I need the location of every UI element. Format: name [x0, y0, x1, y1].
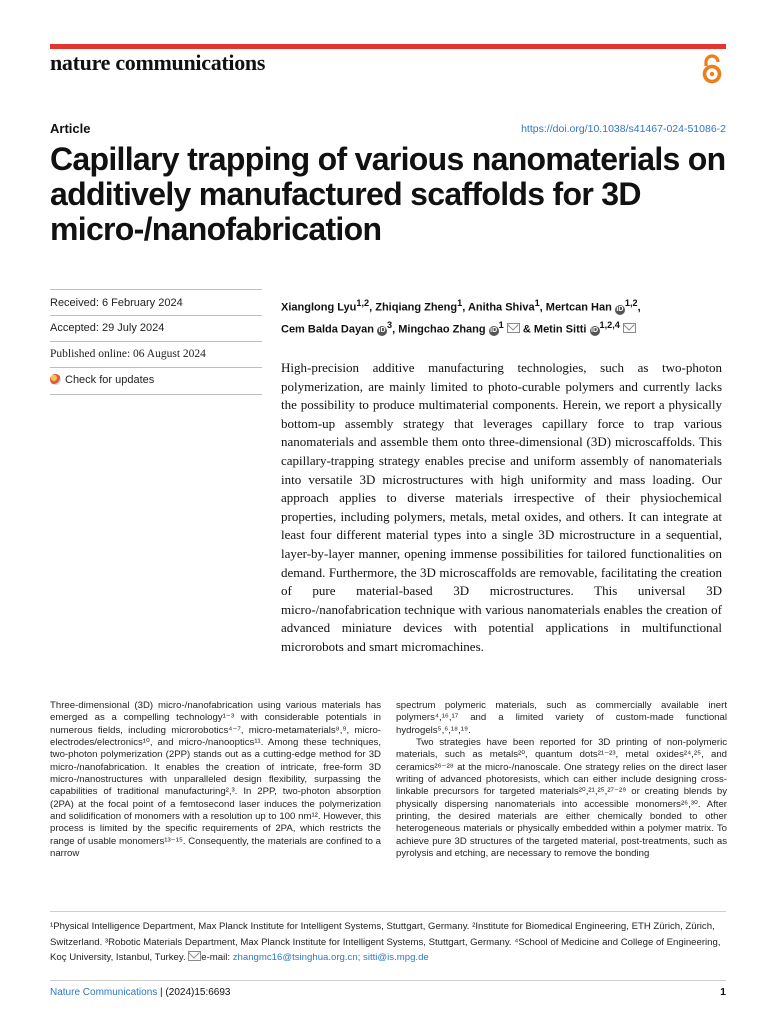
divider: [50, 394, 262, 395]
body-text-left-column: Three-dimensional (3D) micro-/nanofabrication using various materials has emerged as a compelling technology¹⁻³ with considerable potentials in numerous fields, including microrobotics⁴⁻⁷, micro-metamaterials⁸,⁹, micro-electrodes/electronics¹⁰, and micro-/nanooptics¹¹. Among these techniques, two-photon polymerization (2PP) stands out as a cutting-edge method for 3D micro-/nanofabrication. It enables the creation of intricate, free-form 3D micro-/nanostructures with unparalleled design flexibility, surpassing the capabilities of traditional manufacturing²,³. In 2PP, two-photon absorption (2PA) at the focal point of a femtosecond laser induces the polymerization and solidification of monomers with a resolution up to 100 nm¹². However, this process is limited by the specific requirements of 2PA, which restricts the range of usable monomers¹³⁻¹⁵. Consequently, the materials are confined to a narrow: [50, 700, 381, 860]
divider: [50, 341, 262, 342]
author-name[interactable]: Zhiqiang Zheng: [375, 301, 458, 314]
author-affiliation: 1,2,4: [599, 319, 620, 330]
check-for-updates-button[interactable]: [50, 374, 262, 386]
author-affiliation: 3: [387, 319, 393, 330]
author-line: Xianglong Lyu$^{1,2}$, Zhiqiang Zheng$^1$, Anitha Shiva$^1$, Mertcan Han iD$^{1,2}$,: [281, 298, 641, 314]
footer-journal-link[interactable]: Nature Communications: [50, 987, 158, 998]
author-name[interactable]: Mertcan Han: [545, 301, 612, 314]
email-links[interactable]: zhangmc16@tsinghua.org.cn; sitti@is.mpg.de: [232, 952, 429, 963]
footnote-divider: [50, 911, 726, 912]
footer-divider: [50, 980, 726, 981]
mail-icon[interactable]: [623, 323, 636, 333]
author-affiliation: 1: [498, 319, 504, 330]
abstract: High-precision additive manufacturing technologies, such as two-photon polymerization, are mainly limited to photo-curable polymers and currently lacks the possibility to produce multimaterial components. Herein, we report a physically bottom-up assembly strategy that leverages capillary force to trap various nanomaterials and assemble them onto three-dimensional (3D) microscaffolds. This capillary-trapping strategy enables precise and uniform assembly of nanomaterials into versatile 3D microstructures with high uniformity and mass loading. Our approach applies to diverse materials irrespective of their physiochemical properties, including polymers, metals, metal oxides, and others. It can integrate at least four different material types into a single 3D microstructure in a sequential, layer-by-layer manner, opening immense possibilities for tailored functionalities on demand. Furthermore, the 3D microscaffolds are removable, facilitating the creation of pure material-based 3D microstructures. This universal 3D micro-/nanofabrication technique with various nanomaterials enables the creation of advanced miniature devices with potential applications in multifunctional microrobots and smart micromachines.: [281, 360, 722, 654]
orcid-icon[interactable]: iD: [378, 327, 386, 335]
affiliations-text: ¹Physical Intelligence Department, Max Planck Institute for Intelligent Systems, Stuttgart, Germany. ²Institute for Biomedical Engineering, ETH Zürich, Zürich, Switzerland. ³Robotic Materials Department, Max Planck Institute for Intelligent Systems, Stuttgart, Germany. ⁴School of Medicine and College of Engineering, Koç University, Istanbul, Turkey.: [50, 921, 721, 963]
author-affiliation: 1,2: [356, 298, 370, 308]
author-name[interactable]: Mingchao Zhang: [398, 323, 486, 336]
body-paragraph: Two strategies have been reported for 3D printing of non-polymeric materials, such as metals²⁰, quantum dots²¹⁻²³, metal oxides²⁴,²⁵, and ceramics²⁶⁻²⁸ at the micro-/nanoscale. One strategy relies on the direct laser writing of advanced photoresists, which can either include designing cross-linkable precursors for targeted materials²⁰,²¹,²⁵,²⁷⁻²⁹ or creating blends by physically dispersing nanomaterials into accessible monomers²⁶,³⁰. After printing, the desired materials are either chemically bonded to other heterogeneous materials or physically embedded within a polymer matrix. To achieve pure 3D structures of the targeted material, post-treatments, such as pyrolysis and etching, are necessary to remove the bonding: [396, 737, 727, 860]
body-text-right-column: [396, 700, 727, 860]
author-conjunction: &: [522, 323, 531, 336]
orcid-icon[interactable]: iD: [591, 327, 599, 335]
check-updates-label: Check for updates: [65, 374, 155, 386]
author-affiliation: 1: [534, 298, 540, 308]
footer-citation: [50, 987, 230, 998]
author-affiliation: 1,2: [624, 298, 638, 308]
author-name[interactable]: Anitha Shiva: [467, 301, 535, 314]
article-type-label: Article: [50, 121, 91, 136]
author-name[interactable]: Metin Sitti: [533, 323, 587, 336]
check-updates-icon: [50, 374, 61, 385]
divider: [50, 315, 262, 316]
author-name[interactable]: Cem Balda Dayan: [281, 323, 374, 336]
mail-icon[interactable]: [507, 323, 520, 333]
page-number: 1: [720, 986, 726, 998]
received-date: Received: 6 February 2024: [50, 297, 183, 309]
author-affiliation: 1: [457, 298, 463, 308]
journal-name[interactable]: nature communications: [50, 50, 266, 75]
doi-link[interactable]: https://doi.org/10.1038/s41467-024-51086-2: [521, 123, 726, 135]
author-name[interactable]: Xianglong Lyu: [281, 301, 357, 314]
body-paragraph: spectrum polymeric materials, such as commercially available inert polymers⁴,¹⁶,¹⁷ and a limited variety of custom-made functional hydrogels⁵,⁶,¹⁸,¹⁹.: [396, 700, 727, 736]
affiliations-footnote: [50, 919, 726, 966]
orcid-icon[interactable]: iD: [616, 305, 624, 313]
author-line: Cem Balda Dayan $iD^3$, Mingchao Zhang $iD^1$ & Metin Sitti iD$^{1,2,4}$: [281, 317, 721, 339]
mail-icon: [188, 951, 201, 961]
accepted-date: Accepted: 29 July 2024: [50, 322, 165, 334]
open-access-icon[interactable]: [700, 53, 724, 85]
footer-citation-text: | (2024)15:6693: [160, 987, 231, 998]
published-date: Published online: 06 August 2024: [50, 348, 206, 360]
divider: [50, 367, 262, 368]
orcid-icon[interactable]: iD: [490, 327, 498, 335]
author-list: [281, 295, 721, 338]
header-accent-bar: [50, 44, 726, 49]
email-label: e-mail:: [201, 952, 231, 963]
article-title: Capillary trapping of various nanomaterials on additively manufactured scaffolds for 3D micro-/nanofabrication: [50, 141, 726, 247]
divider: [50, 289, 262, 290]
